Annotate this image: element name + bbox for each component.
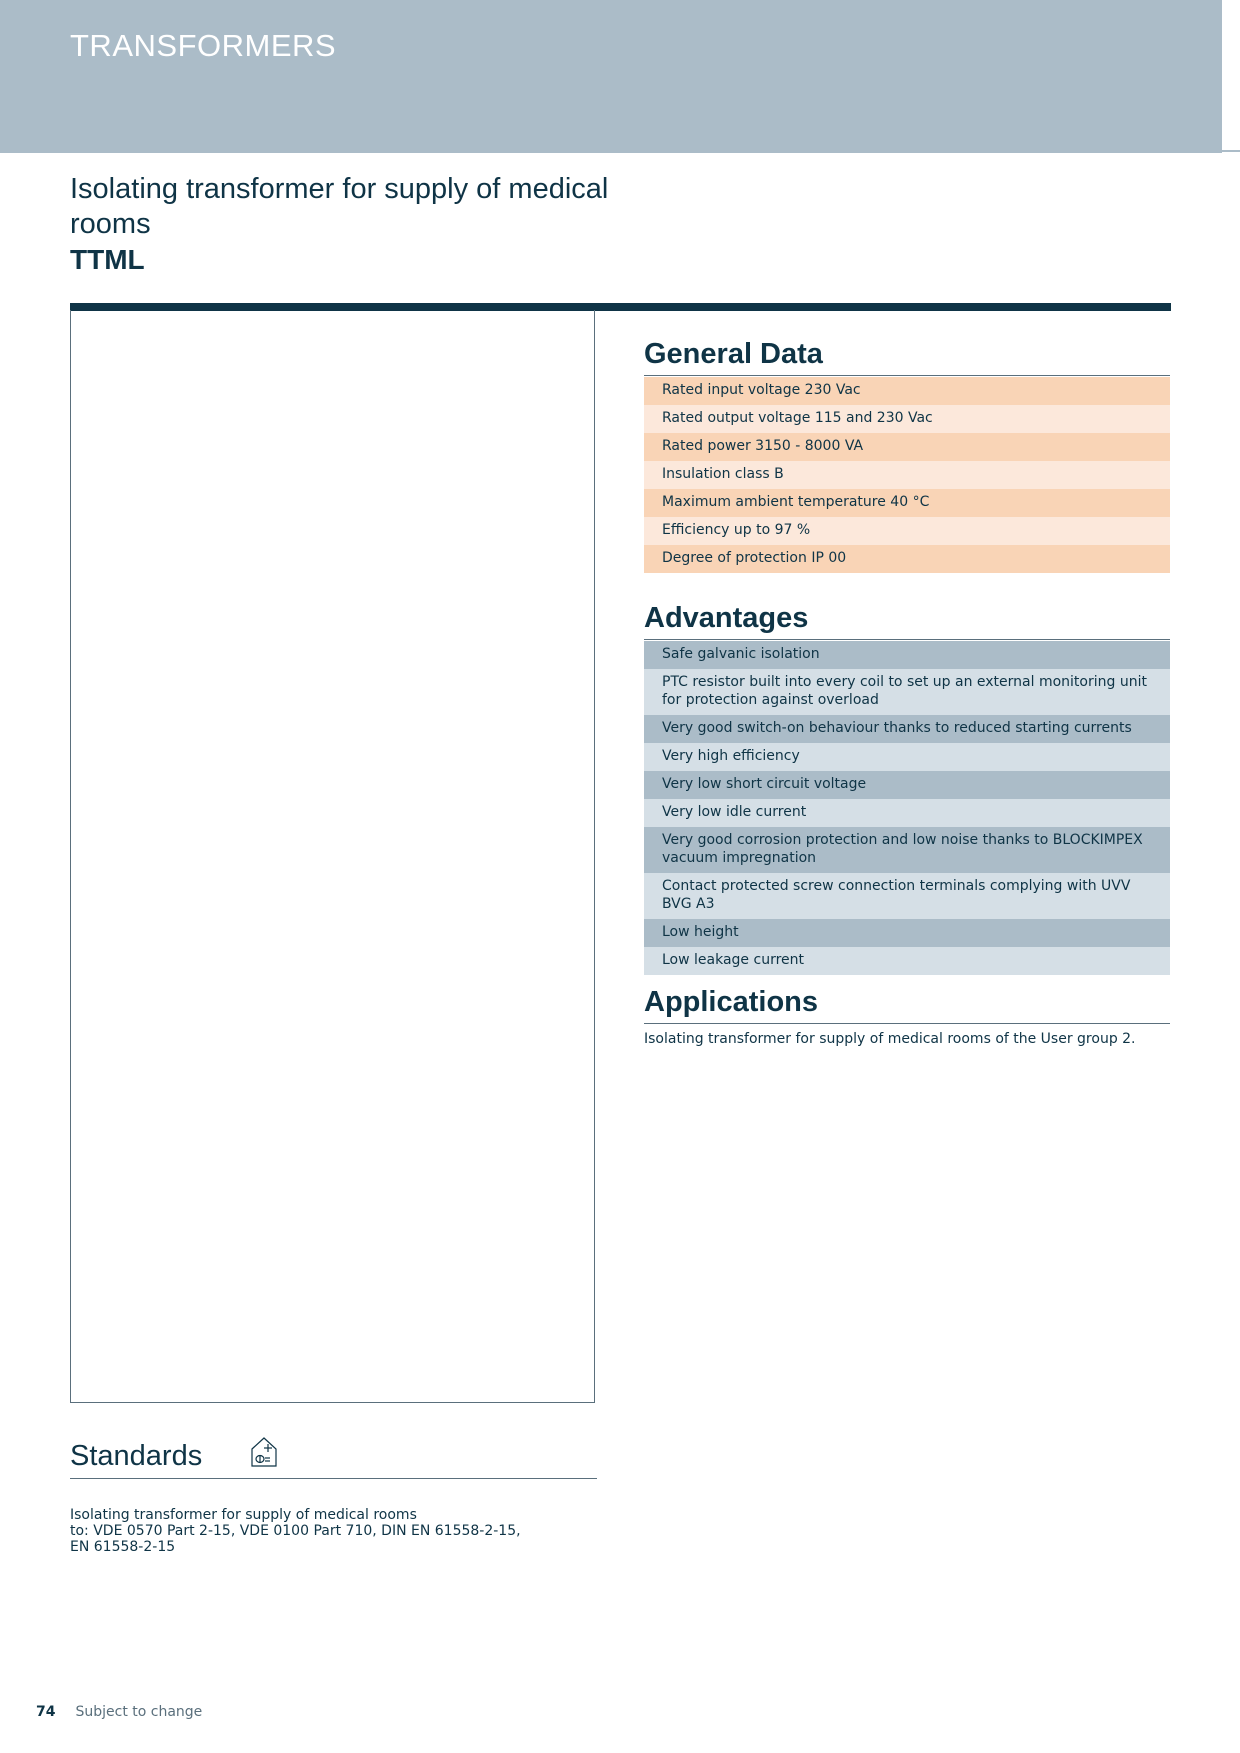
- standards-text: [70, 1507, 570, 1555]
- advantage-row: Very low short circuit voltage: [644, 771, 1170, 799]
- general-data-row: Maximum ambient temperature 40 °C: [644, 489, 1170, 517]
- advantage-row: Very good corrosion protection and low noise thanks to BLOCKIMPEX vacuum impregnation: [644, 827, 1170, 873]
- general-data-row: Rated input voltage 230 Vac: [644, 377, 1170, 405]
- footer-note: Subject to change: [75, 1704, 203, 1720]
- applications-text: Isolating transformer for supply of medical rooms of the User group 2.: [644, 1031, 1136, 1047]
- general-data-section: [644, 336, 1170, 573]
- page-footer: [36, 1704, 202, 1720]
- standards-line: EN 61558-2-15: [70, 1539, 176, 1555]
- standards-heading: Standards: [70, 1440, 203, 1472]
- general-data-heading: General Data: [644, 336, 1170, 376]
- standards-section: [70, 1436, 597, 1555]
- applications-section: [644, 984, 1170, 1048]
- product-image-frame: [70, 310, 595, 1403]
- product-title: Isolating transformer for supply of medical rooms: [70, 173, 609, 240]
- header-edge-mark: [1222, 150, 1240, 152]
- product-code: TTML: [70, 244, 145, 275]
- standards-header: [70, 1436, 597, 1479]
- advantage-row: Very good switch-on behaviour thanks to reduced starting currents: [644, 715, 1170, 743]
- standards-line: to: VDE 0570 Part 2-15, VDE 0100 Part 710, DIN EN 61558-2-15,: [70, 1523, 521, 1539]
- advantages-table: [644, 641, 1170, 975]
- advantages-section: [644, 600, 1170, 975]
- advantage-row: Low leakage current: [644, 947, 1170, 975]
- applications-heading: Applications: [644, 984, 1170, 1024]
- standards-line: Isolating transformer for supply of medical rooms: [70, 1507, 417, 1523]
- general-data-table: [644, 377, 1170, 573]
- general-data-row: Rated power 3150 - 8000 VA: [644, 433, 1170, 461]
- advantage-row: PTC resistor built into every coil to set up an external monitoring unit for protection against overload: [644, 669, 1170, 715]
- general-data-row: Degree of protection IP 00: [644, 545, 1170, 573]
- advantage-row: Safe galvanic isolation: [644, 641, 1170, 669]
- general-data-row: Insulation class B: [644, 461, 1170, 489]
- advantages-heading: Advantages: [644, 600, 1170, 640]
- section-title: TRANSFORMERS: [70, 28, 337, 63]
- general-data-row: Rated output voltage 115 and 230 Vac: [644, 405, 1170, 433]
- advantage-row: Low height: [644, 919, 1170, 947]
- general-data-row: Efficiency up to 97 %: [644, 517, 1170, 545]
- advantage-row: Contact protected screw connection terminals complying with UVV BVG A3: [644, 873, 1170, 919]
- page-header-band: [0, 0, 1222, 153]
- advantage-row: Very low idle current: [644, 799, 1170, 827]
- advantage-row: Very high efficiency: [644, 743, 1170, 771]
- page-number: 74: [36, 1704, 56, 1720]
- medical-house-icon: [250, 1436, 278, 1468]
